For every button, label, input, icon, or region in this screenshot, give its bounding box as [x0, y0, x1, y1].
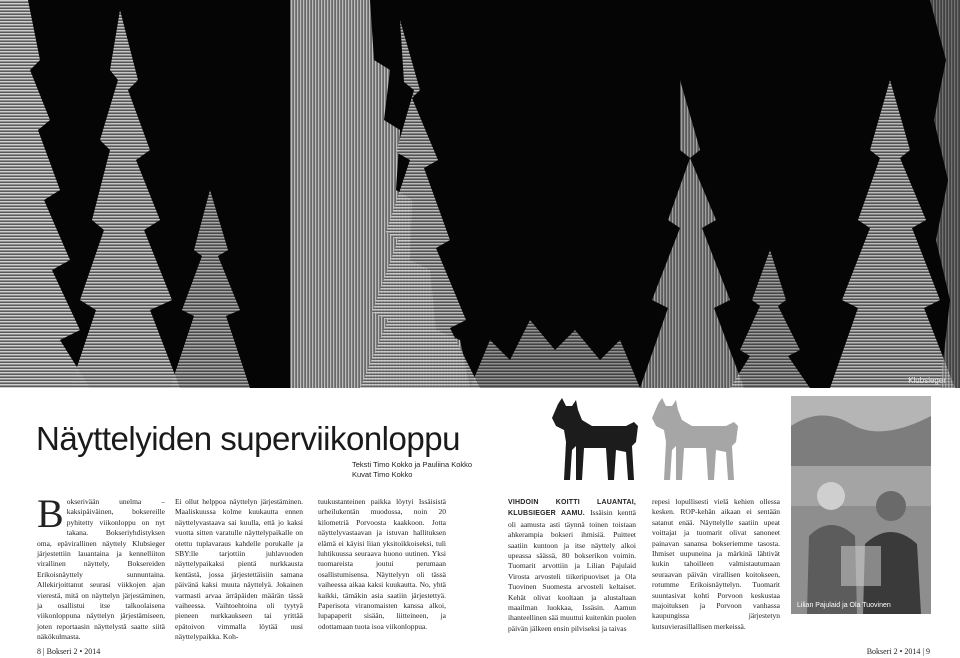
article-credits	[352, 460, 482, 480]
article-column-4	[508, 497, 636, 634]
credits-text: Teksti Timo Kokko ja Pauliina Kokko	[352, 460, 473, 469]
credits-photos: Kuvat Timo Kokko	[352, 470, 413, 479]
column-3-text: tuukustanteinen paikka löytyi Issäisistä urheilukentän muodossa, noin 20 kilometriä Porvoosta kaakkoon. Jotta näyttelyvastaavan ja istuvan hallituksen elämä ei käyisi liian yksitoikkoiseksi, tuli luhtikuussa seuraava huono uutinen. Yksi tuomareista joutui perumaan osallistumisensa. Näyttelyyn oli tässä vaiheessa aikaa kaksi kuukautta. No, yhtä kaikki, tämäkin asia saatiin järjestettyä. Paperisota viranomaisten kanssa alkoi, lupapaperit sisään, liitteineen, ja odottamaan tuota isoa viikonloppua.	[318, 497, 446, 631]
light-boxer-icon	[652, 398, 738, 480]
article-column-5	[652, 497, 780, 632]
column-2-text: Ei ollut helppoa näyttelyn järjestäminen. Maaliskuussa kolme kuukautta ennen näyttelyvastaava sai kuulla, että jo kaksi vuotta sitten varatulle näyttelypaikalle on otettu tuplavaraus kahdelle porukalle ja SBY:lle tarjottiin juhlavuoden näyttelypaikaksi pientä nurkkausta kentästä, jossa järjestettäisiin samana päivänä kaksi muuta näyttelyä. Jokainen varmasti arvaa ärräpäiden määrän tässä vaiheessa. Vaihtoehtoina oli tyytyä pieneen nurkkaukseen tai yrittää epätoivon vimmalla löytää uusi näyttelypaikka. Koh-	[175, 497, 303, 642]
photo-caption: Lilian Pajulaid ja Ola Tuovinen	[797, 602, 891, 609]
column-1-text: okserivään unelma – kaksipäiväinen, boksereille pyhitetty viikonloppu on nyt takana. Bokseriyhdistyksen oma, epävirallinen näyttely Klubsieger järjestettiin lauantaina ja kennelliiton virallinen näyttely, Boksereiden Erikoisnäyttely sunnuntaina. Allekirjoittanut seurasi viikkojen ajan vierestä, mitä on näyttelyn järjestäminen, ja osallistui itse talkoolaisena viikonloppuna näyttelyn järjestämiseen, joten reportaasin näyttelystä saatte siitä näkökulmasta.	[37, 497, 165, 642]
drop-cap: B	[37, 491, 64, 536]
column-4-text: Issäisin kenttä oli aamusta asti täynnä toinen toistaan ahkerampia bokseri ihmisiä. Puitteet saatiin kuntoon ja itse näyttely alkoi upeassa säässä, 80 bokserikon voimin. Tuomarit arvottiin ja Lilian Pajulaid Virosta arvosteli tiikeripuoviset ja Ola Tuovinen Suomesta arvosteli keltaiset. Kehät olivat kooltaan ja alustaltaan maailman luokkaa, Issäsin. Aamun ihanteellinen sää muuttui kuitenkin puolen päivän jälkeen ensin pilviseksi ja taivas	[508, 508, 636, 633]
article-column-2	[175, 497, 303, 643]
page-number-right: Bokseri 2 • 2014 | 9	[866, 647, 930, 656]
hero-caption: Klubsieger	[908, 376, 946, 385]
article-title: Näyttelyiden superviikonloppu	[36, 420, 460, 457]
page-number-left: 8 | Bokseri 2 • 2014	[37, 647, 101, 656]
article-column-1	[37, 491, 165, 643]
article-column-3	[318, 497, 446, 632]
column-5-text: repesi lopullisesti vielä kehien ollessa kesken. ROP-kehän aikaan ei sentään satanut enää. Näyttelylle saatiin upeat voittajat ja tuomarit olivat sanoneet painavan sanansa bokseriemme tasosta. Ihmiset uupuneina ja märkinä lähtivät kukin tahoilleen valmistautumaan seuraavan päivän virallisen koitokseen, rotumme Erikoisnäyttelyn. Tuomarit suuntasivat kohti Porvoon keskustaa majoituksen ja Porvoon vanhassa kaupungissa järjestetyn kutsuvierasillallisen merkeissä.	[652, 497, 780, 631]
boxer-silhouettes	[548, 396, 748, 484]
column-4-subhead: VIHDOIN KOITTI LAUANTAI, KLUBSIEGER AAMU.	[508, 499, 636, 518]
judges-photo	[791, 396, 931, 614]
dark-boxer-icon	[552, 398, 638, 480]
